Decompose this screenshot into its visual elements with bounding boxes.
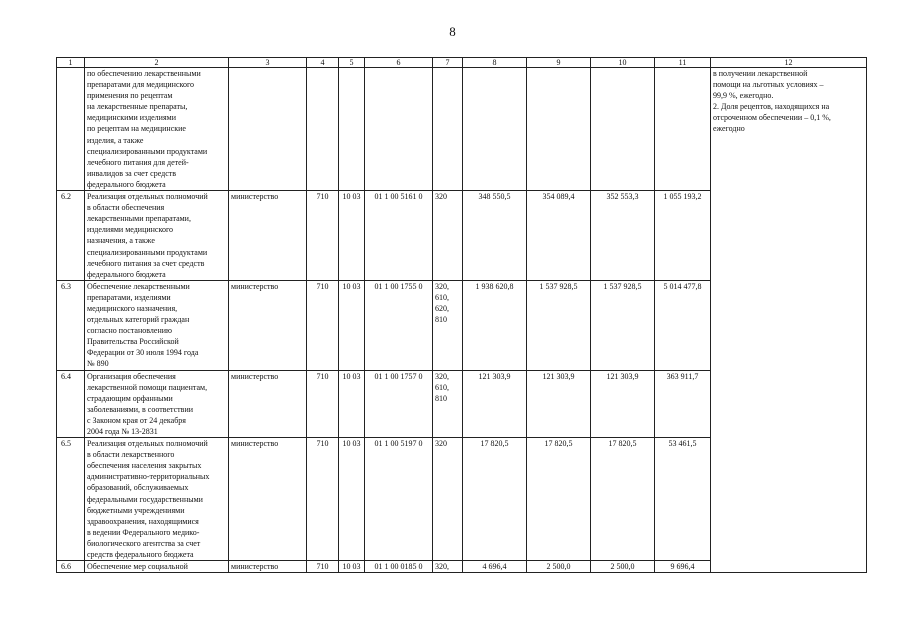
measure-description: Обеспечение мер социальной: [85, 561, 229, 573]
amount-total: 5 014 477,8: [655, 280, 711, 370]
executor: министерство: [229, 438, 307, 561]
page-number: 8: [449, 24, 456, 39]
measure-number: 6.4: [57, 370, 85, 438]
section-code: 10 03: [339, 191, 365, 281]
amount-total: 1 055 193,2: [655, 191, 711, 281]
cell-empty: [57, 68, 85, 191]
expense-type-code: 320, 610, 810: [433, 370, 463, 438]
column-numbers-row: [57, 58, 867, 68]
amount-year-2: 1 537 928,5: [527, 280, 591, 370]
amount-year-2: 121 303,9: [527, 370, 591, 438]
column-number: 12: [711, 58, 867, 68]
table-row-continuation: [57, 68, 867, 191]
amount-year-3: 17 820,5: [591, 438, 655, 561]
amount-total: 9 696,4: [655, 561, 711, 573]
column-number: 2: [85, 58, 229, 68]
cell-empty: [339, 68, 365, 191]
grbs-code: 710: [307, 438, 339, 561]
amount-year-1: 348 550,5: [463, 191, 527, 281]
amount-year-2: 2 500,0: [527, 561, 591, 573]
section-code: 10 03: [339, 370, 365, 438]
column-number: 8: [463, 58, 527, 68]
amount-year-3: 2 500,0: [591, 561, 655, 573]
measure-description: Обеспечение лекарственными препаратами, изделиями медицинского назначения, отдельных категорий граждан согласно постановлению Правительства Российской Федерации от 30 июля 1994 года № 890: [85, 280, 229, 370]
expense-type-code: 320,: [433, 561, 463, 573]
executor: министерство: [229, 561, 307, 573]
measure-description: Реализация отдельных полномочий в области лекарственного обеспечения населения закрытых административно-территориальных образований, обслуживаемых федеральными государственными бюджетными учреждениями здравоохранения, находящимися в ведении Федерального медико- биологического агентства за счет средств федерального бюджета: [85, 438, 229, 561]
column-number: 4: [307, 58, 339, 68]
cell-empty: [655, 68, 711, 191]
amount-year-1: 4 696,4: [463, 561, 527, 573]
column-number: 6: [365, 58, 433, 68]
expected-results: в получении лекарственной помощи на льготных условиях – 99,9 %, ежегодно. 2. Доля рецептов, находящихся на отсроченном обеспечении – 0,1 %, ежегодно: [711, 68, 867, 573]
measure-number: 6.6: [57, 561, 85, 573]
expense-type-code: 320, 610, 620, 810: [433, 280, 463, 370]
target-article-code: 01 1 00 5197 0: [365, 438, 433, 561]
amount-total: 53 461,5: [655, 438, 711, 561]
column-number: 5: [339, 58, 365, 68]
expense-type-code: 320: [433, 438, 463, 561]
cell-empty: [527, 68, 591, 191]
measure-description: Реализация отдельных полномочий в области обеспечения лекарственными препаратами, изделиями медицинского назначения, а также специализированными продуктами лечебного питания за счет средств федерального бюджета: [85, 191, 229, 281]
column-number: 1: [57, 58, 85, 68]
measure-number: 6.2: [57, 191, 85, 281]
amount-year-3: 352 553,3: [591, 191, 655, 281]
cell-empty: [463, 68, 527, 191]
cell-empty: [229, 68, 307, 191]
executor: министерство: [229, 370, 307, 438]
column-number: 7: [433, 58, 463, 68]
target-article-code: 01 1 00 1755 0: [365, 280, 433, 370]
column-number: 9: [527, 58, 591, 68]
measure-description: по обеспечению лекарственными препаратами для медицинского применения по рецептам на лекарственные препараты, медицинскими изделиями по рецептам на медицинские изделия, а также специализированными продуктами лечебного питания для детей- инвалидов за счет средств федерального бюджета: [85, 68, 229, 191]
grbs-code: 710: [307, 280, 339, 370]
cell-empty: [307, 68, 339, 191]
cell-empty: [433, 68, 463, 191]
amount-year-2: 354 089,4: [527, 191, 591, 281]
amount-year-3: 121 303,9: [591, 370, 655, 438]
executor: министерство: [229, 280, 307, 370]
grbs-code: 710: [307, 370, 339, 438]
amount-year-2: 17 820,5: [527, 438, 591, 561]
target-article-code: 01 1 00 5161 0: [365, 191, 433, 281]
amount-year-1: 1 938 620,8: [463, 280, 527, 370]
section-code: 10 03: [339, 438, 365, 561]
section-code: 10 03: [339, 561, 365, 573]
target-article-code: 01 1 00 1757 0: [365, 370, 433, 438]
expense-type-code: 320: [433, 191, 463, 281]
amount-year-1: 17 820,5: [463, 438, 527, 561]
grbs-code: 710: [307, 561, 339, 573]
column-number: 10: [591, 58, 655, 68]
cell-empty: [365, 68, 433, 191]
measure-number: 6.5: [57, 438, 85, 561]
measure-description: Организация обеспечения лекарственной помощи пациентам, страдающим орфанными заболеваниями, в соответствии с Законом края от 24 декабря 2004 года № 13-2831: [85, 370, 229, 438]
amount-year-3: 1 537 928,5: [591, 280, 655, 370]
measure-number: 6.3: [57, 280, 85, 370]
column-number: 3: [229, 58, 307, 68]
executor: министерство: [229, 191, 307, 281]
target-article-code: 01 1 00 0185 0: [365, 561, 433, 573]
section-code: 10 03: [339, 280, 365, 370]
amount-year-1: 121 303,9: [463, 370, 527, 438]
grbs-code: 710: [307, 191, 339, 281]
column-number: 11: [655, 58, 711, 68]
amount-total: 363 911,7: [655, 370, 711, 438]
program-measures-table: [56, 57, 867, 573]
cell-empty: [591, 68, 655, 191]
